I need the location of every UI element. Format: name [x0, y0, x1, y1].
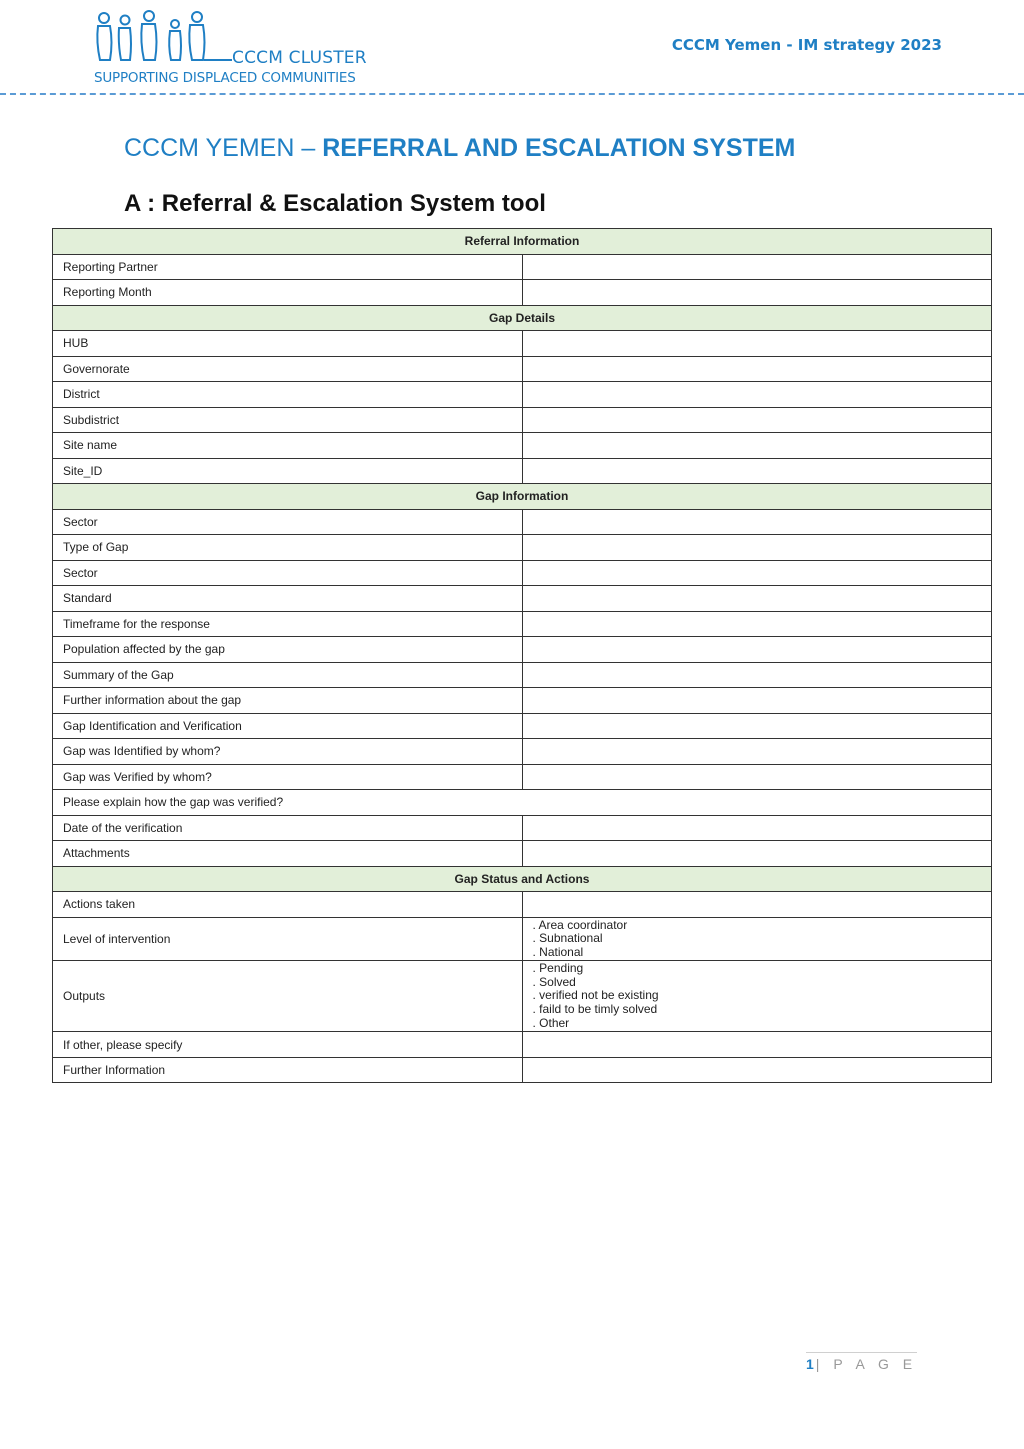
field-label: HUB [53, 331, 523, 357]
field-label: Summary of the Gap [53, 662, 523, 688]
field-label: Gap was Identified by whom? [53, 739, 523, 765]
table-row [53, 764, 992, 790]
people-figures-icon [92, 8, 232, 70]
logo-title: CCCM CLUSTER [232, 48, 367, 68]
table-row [53, 280, 992, 306]
field-label: Reporting Month [53, 280, 523, 306]
table-row [53, 841, 992, 867]
section-heading: Gap Status and Actions [53, 866, 992, 892]
table-row [53, 662, 992, 688]
option-item[interactable]: . Area coordinator [532, 917, 628, 932]
table-row [53, 611, 992, 637]
table-row [53, 790, 992, 816]
field-value-cell[interactable] [522, 713, 992, 739]
field-label: Actions taken [53, 892, 523, 918]
field-value-cell[interactable] [522, 611, 992, 637]
table-row [53, 586, 992, 612]
option-item[interactable]: . Other [532, 1015, 570, 1030]
table-row [53, 382, 992, 408]
field-label: Further Information [53, 1057, 523, 1083]
table-row [53, 433, 992, 459]
table-row [53, 637, 992, 663]
table-section-header [53, 866, 992, 892]
option-item[interactable]: . Solved [532, 974, 576, 989]
field-value-cell[interactable] [522, 280, 992, 306]
table-row [53, 815, 992, 841]
table-row [53, 1057, 992, 1083]
document-title-prefix: CCCM YEMEN – [124, 134, 323, 162]
field-label: Outputs [53, 961, 523, 1032]
table-row [53, 739, 992, 765]
section-heading: Gap Information [53, 484, 992, 510]
section-title: A : Referral & Escalation System tool [124, 190, 546, 217]
table-row [53, 407, 992, 433]
field-label: If other, please specify [53, 1032, 523, 1058]
field-label: Attachments [53, 841, 523, 867]
field-label: Type of Gap [53, 535, 523, 561]
field-value-cell[interactable] [522, 892, 992, 918]
field-label: Sector [53, 560, 523, 586]
table-row [53, 356, 992, 382]
field-value-cell[interactable] [522, 331, 992, 357]
field-value-cell[interactable] [522, 254, 992, 280]
field-value-cell[interactable] [522, 433, 992, 459]
table-row [53, 254, 992, 280]
page-footer [806, 1352, 917, 1372]
field-label: Site name [53, 433, 523, 459]
option-item[interactable]: . faild to be timly solved [532, 1002, 658, 1017]
field-label: Reporting Partner [53, 254, 523, 280]
field-value-cell[interactable] [522, 815, 992, 841]
field-label: Gap Identification and Verification [53, 713, 523, 739]
field-value-cell[interactable] [522, 1057, 992, 1083]
field-value-cell[interactable] [522, 637, 992, 663]
referral-form-table [52, 228, 992, 1083]
option-item[interactable]: . verified not be existing [532, 988, 659, 1003]
table-row [53, 917, 992, 961]
logo-subtitle: SUPPORTING DISPLACED COMMUNITIES [94, 70, 356, 86]
field-label: Level of intervention [53, 917, 523, 961]
field-label: Population affected by the gap [53, 637, 523, 663]
field-value-cell[interactable] [522, 382, 992, 408]
field-value-cell[interactable] [522, 841, 992, 867]
document-title [124, 134, 795, 163]
field-value-cell[interactable] [522, 586, 992, 612]
field-value-cell[interactable] [522, 739, 992, 765]
table-row [53, 560, 992, 586]
field-label: Gap was Verified by whom? [53, 764, 523, 790]
document-title-emphasis: REFERRAL AND ESCALATION SYSTEM [322, 134, 796, 162]
header-divider [0, 93, 1024, 95]
field-value-cell[interactable] [522, 458, 992, 484]
section-heading: Gap Details [53, 305, 992, 331]
field-label: Date of the verification [53, 815, 523, 841]
field-value-cell[interactable] [522, 356, 992, 382]
table-row [53, 458, 992, 484]
table-row [53, 1032, 992, 1058]
field-label: Governorate [53, 356, 523, 382]
field-value-cell[interactable] [522, 764, 992, 790]
table-row [53, 509, 992, 535]
table-section-header [53, 484, 992, 510]
table-row [53, 892, 992, 918]
table-row [53, 688, 992, 714]
option-item[interactable]: . Subnational [532, 931, 603, 946]
field-value-cell[interactable] [522, 662, 992, 688]
field-value-cell[interactable] [522, 509, 992, 535]
cccm-cluster-logo [92, 8, 372, 88]
field-value-cell[interactable] [522, 560, 992, 586]
document-reference: CCCM Yemen - IM strategy 2023 [671, 36, 942, 54]
field-label: Site_ID [53, 458, 523, 484]
field-value-cell[interactable] [522, 535, 992, 561]
field-value-cell[interactable] [522, 1032, 992, 1058]
table-section-header [53, 229, 992, 255]
table-row [53, 331, 992, 357]
options-cell[interactable] [522, 961, 992, 1032]
option-item[interactable]: . National [532, 944, 584, 959]
full-width-field[interactable]: Please explain how the gap was verified? [53, 790, 992, 816]
options-cell[interactable] [522, 917, 992, 961]
field-label: Sector [53, 509, 523, 535]
field-label: Timeframe for the response [53, 611, 523, 637]
page-number: 1 [806, 1356, 816, 1372]
field-value-cell[interactable] [522, 688, 992, 714]
table-row [53, 535, 992, 561]
field-label: Standard [53, 586, 523, 612]
table-row [53, 713, 992, 739]
field-label: Further information about the gap [53, 688, 523, 714]
field-label: District [53, 382, 523, 408]
option-item[interactable]: . Pending [532, 961, 584, 976]
page-label: | P A G E [815, 1356, 918, 1372]
table-row [53, 961, 992, 1032]
section-heading: Referral Information [53, 229, 992, 255]
table-section-header [53, 305, 992, 331]
field-label: Subdistrict [53, 407, 523, 433]
field-value-cell[interactable] [522, 407, 992, 433]
